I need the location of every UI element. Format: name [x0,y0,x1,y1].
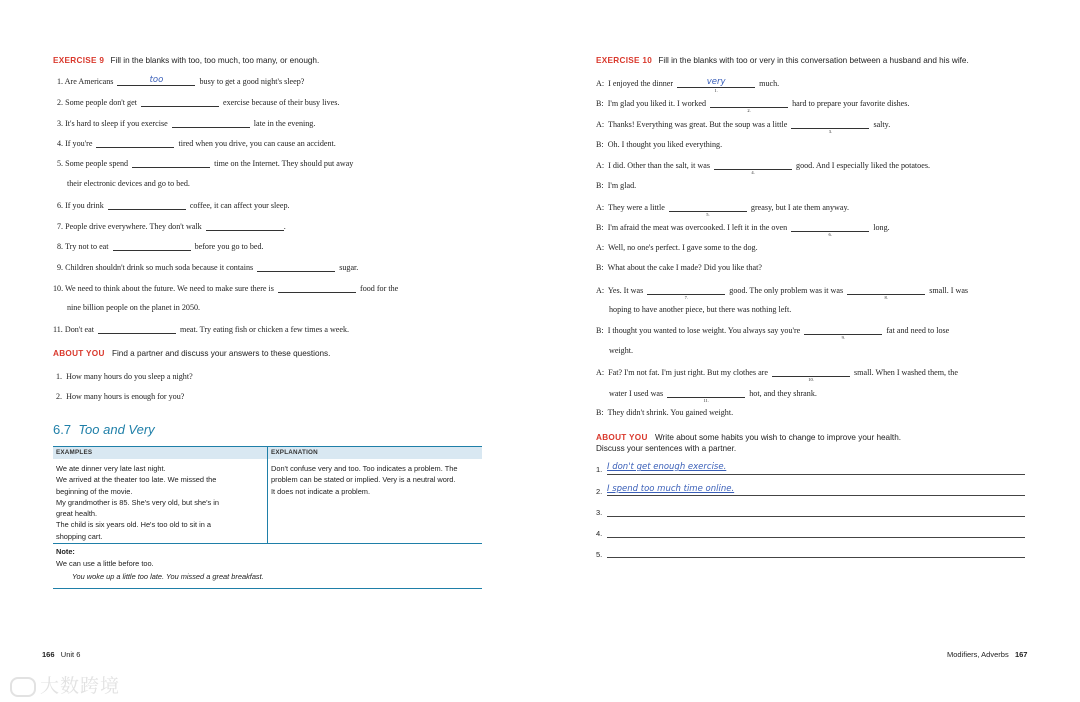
about-you-left-header [53,349,330,358]
ex9-blank-8[interactable] [113,241,191,251]
ex9-item-11: 11. Don't eat meat. Try eating fish or chicken a few times a week. [53,325,350,334]
left-footer [42,650,80,659]
about-you-question-2: 2. How many hours is enough for you? [56,392,185,401]
ex9-item-5-cont: their electronic devices and go to bed. [67,179,190,188]
ex9-blank-6[interactable] [108,200,186,210]
dialogue-line-13-cont: water I used was 11. hot, and they shrank. [609,389,817,403]
right-page-number: 167 [1014,650,1028,659]
about-you-left-instruction: Find a partner and discuss your answers to these questions. [111,349,331,358]
dialogue-line-10: B: What about the cake I made? Did you like that? [596,263,762,272]
right-footer [947,650,1027,659]
ex9-item-9: 9. Children shouldn't drink so much soda because it contains sugar. [57,263,359,272]
exercise10-tag: EXERCISE 10 [596,56,653,65]
ex9-blank-10[interactable] [278,283,356,293]
about-you-left-tag: ABOUT YOU [53,349,105,358]
note-label: Note: [56,547,75,556]
dialogue-line-6: B: I'm glad. [596,181,637,190]
too-very-table [53,446,482,591]
dialogue-line-5: A: I did. Other than the salt, it was 4. good. And I especially liked the potatoes. [596,161,930,175]
ex10-blank-5[interactable]: 5. [669,202,747,212]
about-you-right-instruction: Write about some habits you wish to change to improve your health. [654,433,902,442]
ex10-blank-6[interactable]: 6. [791,222,869,232]
ex10-blank-9[interactable]: 9. [804,325,882,335]
answer-line-2 [607,495,1025,496]
answer-line-5[interactable] [607,557,1025,558]
answer-text-2[interactable]: I spend too much time online. [607,484,735,494]
table-bottom-rule [53,588,482,589]
answer-num-4: 4. [596,529,603,538]
ex9-blank-1[interactable]: too [117,76,195,86]
exercise9-instruction: Fill in the blanks with too, too much, too many, or enough. [110,56,320,65]
answer-num-2: 2. [596,487,603,496]
ex9-item-7: 7. People drive everywhere. They don't walk . [57,222,286,231]
exercise9-tag: EXERCISE 9 [53,56,105,65]
ex9-item-2: 2. Some people don't get exercise because of their busy lives. [57,98,340,107]
examples-column-header: EXAMPLES [56,449,93,456]
about-you-right-tag: ABOUT YOU [596,433,648,442]
answer-num-1: 1. [596,465,603,474]
watermark: 大数跨境 [10,671,120,698]
answer-num-5: 5. [596,550,603,559]
ex10-blank-3[interactable]: 3. [791,119,869,129]
unit-label: Unit 6 [60,650,81,659]
ex10-blank-4[interactable]: 4. [714,160,792,170]
ex10-blank-8[interactable]: 8. [847,285,925,295]
section-title [53,422,155,437]
dialogue-line-4: B: Oh. I thought you liked everything. [596,140,723,149]
dialogue-line-1: A: I enjoyed the dinner very 1. much. [596,77,780,93]
dialogue-line-12-cont: weight. [609,346,634,355]
answer-line-1 [607,474,1025,475]
about-you-right-instruction-2: Discuss your sentences with a partner. [596,444,737,453]
about-you-right-header [596,433,901,442]
examples-cell: We ate dinner very late last night. We arrived at the theater too late. We missed the beginning of the movie. My grandmother is 85. She's very old, but she's in great health. The child is six years old. He's too old to sit in a shopping cart. [56,464,220,541]
dialogue-line-11-cont: hoping to have another piece, but there was nothing left. [609,305,792,314]
dialogue-line-7: A: They were a little 5. greasy, but I ate them anyway. [596,203,849,217]
dialogue-line-3: A: Thanks! Everything was great. But the soup was a little 3. salty. [596,120,891,134]
answer-line-4[interactable] [607,537,1025,538]
section-heading: Too and Very [78,422,155,437]
ex9-blank-5[interactable] [132,158,210,168]
ex9-blank-4[interactable] [96,138,174,148]
dialogue-line-11: A: Yes. It was 7. good. The only problem was it was 8. small. I was [596,286,969,300]
ex9-blank-7[interactable] [206,221,284,231]
ex9-item-10-cont: nine billion people on the planet in 2050. [67,303,201,312]
exercise10-header [596,56,969,65]
ex9-blank-2[interactable] [141,97,219,107]
ex9-item-1: 1. Are Americans too busy to get a good night's sleep? [57,75,305,86]
ex9-blank-9[interactable] [257,262,335,272]
ex9-item-8: 8. Try not to eat before you go to bed. [57,242,264,251]
ex9-item-5: 5. Some people spend time on the Internet. They should put away [57,159,354,168]
ex10-blank-11[interactable]: 11. [667,388,745,398]
ex9-item-10: 10. We need to think about the future. We need to make sure there is food for the [53,284,399,293]
dialogue-line-14: B: They didn't shrink. You gained weight. [596,408,734,417]
ex10-blank-7[interactable]: 7. [647,285,725,295]
exercise10-instruction: Fill in the blanks with too or very in this conversation between a husband and his wife. [658,56,969,65]
explanation-cell: Don't confuse very and too. Too indicates a problem. The problem can be stated or implied. Very is a neutral word. It does not indicate a problem. [271,464,458,496]
section-number: 6.7 [53,422,72,437]
watermark-logo-icon [10,677,36,697]
dialogue-line-2: B: I'm glad you liked it. I worked 2. hard to prepare your favorite dishes. [596,99,910,113]
dialogue-line-13: A: Fat? I'm not fat. I'm just right. But my clothes are 10. small. When I washed them, the [596,368,958,382]
ex9-blank-11[interactable] [98,324,176,334]
dialogue-line-9: A: Well, no one's perfect. I gave some to the dog. [596,243,758,252]
right-page [540,0,1080,702]
exercise9-header [53,56,319,65]
chapter-label: Modifiers, Adverbs [947,650,1009,659]
dialogue-line-8: B: I'm afraid the meat was overcooked. I left it in the oven 6. long. [596,223,890,237]
ex10-blank-10[interactable]: 10. [772,367,850,377]
dialogue-line-12: B: I thought you wanted to lose weight. You always say you're 9. fat and need to lose [596,326,950,340]
explanation-column-header: EXPLANATION [271,449,318,456]
table-row-divider [53,543,482,544]
ex10-blank-1[interactable]: very 1. [677,78,755,88]
answer-num-3: 3. [596,508,603,517]
answer-text-1[interactable]: I don't get enough exercise. [607,462,727,472]
column-divider [267,446,268,543]
note-example: You woke up a little too late. You missed a great breakfast. [72,572,264,581]
answer-line-3[interactable] [607,516,1025,517]
note-text: We can use a little before too. [56,559,154,568]
ex9-blank-3[interactable] [172,118,250,128]
ex9-item-6: 6. If you drink coffee, it can affect your sleep. [57,201,290,210]
ex9-item-4: 4. If you're tired when you drive, you can cause an accident. [57,139,336,148]
about-you-question-1: 1. How many hours do you sleep a night? [56,372,193,381]
ex10-blank-2[interactable]: 2. [710,98,788,108]
ex9-item-3: 3. It's hard to sleep if you exercise late in the evening. [57,119,316,128]
left-page-number: 166 [42,650,55,659]
